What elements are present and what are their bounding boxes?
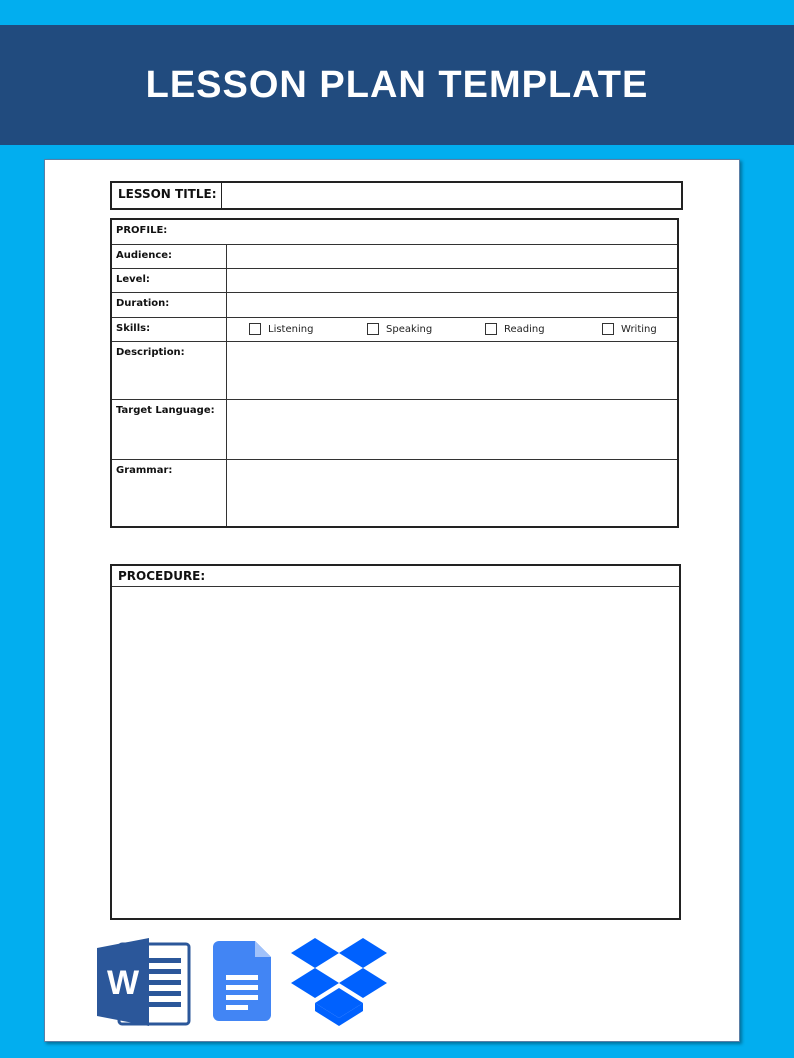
profile-table (110, 218, 679, 528)
word-letter: W (106, 964, 140, 1002)
header-banner (0, 25, 794, 145)
description-field[interactable] (226, 342, 677, 399)
description-label: Description: (116, 347, 185, 358)
skills-label: Skills: (116, 323, 151, 334)
lesson-title-field[interactable] (222, 183, 681, 208)
level-label: Level: (116, 274, 150, 285)
duration-field[interactable] (226, 293, 677, 317)
skill-option-writing[interactable] (602, 323, 657, 335)
dropbox-icon[interactable] (291, 938, 387, 1026)
listening-checkbox[interactable] (249, 323, 261, 335)
reading-label: Reading (504, 323, 545, 335)
table-row (112, 318, 677, 342)
microsoft-word-icon[interactable] (97, 938, 191, 1026)
table-row (112, 269, 677, 293)
level-field[interactable] (226, 269, 677, 292)
grammar-label: Grammar: (116, 465, 173, 476)
skill-option-listening[interactable] (249, 323, 313, 335)
page-title: LESSON PLAN TEMPLATE (145, 63, 649, 106)
skills-options (226, 318, 677, 341)
procedure-field[interactable] (112, 587, 679, 917)
listening-label: Listening (268, 323, 314, 335)
writing-label: Writing (621, 323, 657, 335)
table-row (112, 400, 677, 460)
duration-label: Duration: (116, 298, 170, 309)
table-row (112, 293, 677, 318)
procedure-label: PROCEDURE: (112, 566, 679, 587)
lesson-title-label: LESSON TITLE: (112, 183, 222, 208)
reading-checkbox[interactable] (485, 323, 497, 335)
profile-heading: PROFILE: (116, 225, 168, 236)
table-row (112, 342, 677, 400)
lesson-title-row (110, 181, 683, 210)
document-page (44, 159, 740, 1042)
target-language-field[interactable] (226, 400, 677, 459)
google-docs-icon[interactable] (213, 941, 273, 1021)
profile-heading-row (112, 220, 677, 245)
writing-checkbox[interactable] (602, 323, 614, 335)
table-row (112, 460, 677, 526)
target-language-label: Target Language: (116, 405, 215, 416)
audience-field[interactable] (226, 245, 677, 268)
grammar-field[interactable] (226, 460, 677, 526)
speaking-checkbox[interactable] (367, 323, 379, 335)
speaking-label: Speaking (386, 323, 433, 335)
audience-label: Audience: (116, 250, 173, 261)
table-row (112, 245, 677, 269)
procedure-box (110, 564, 681, 920)
skill-option-speaking[interactable] (367, 323, 432, 335)
skill-option-reading[interactable] (485, 323, 545, 335)
